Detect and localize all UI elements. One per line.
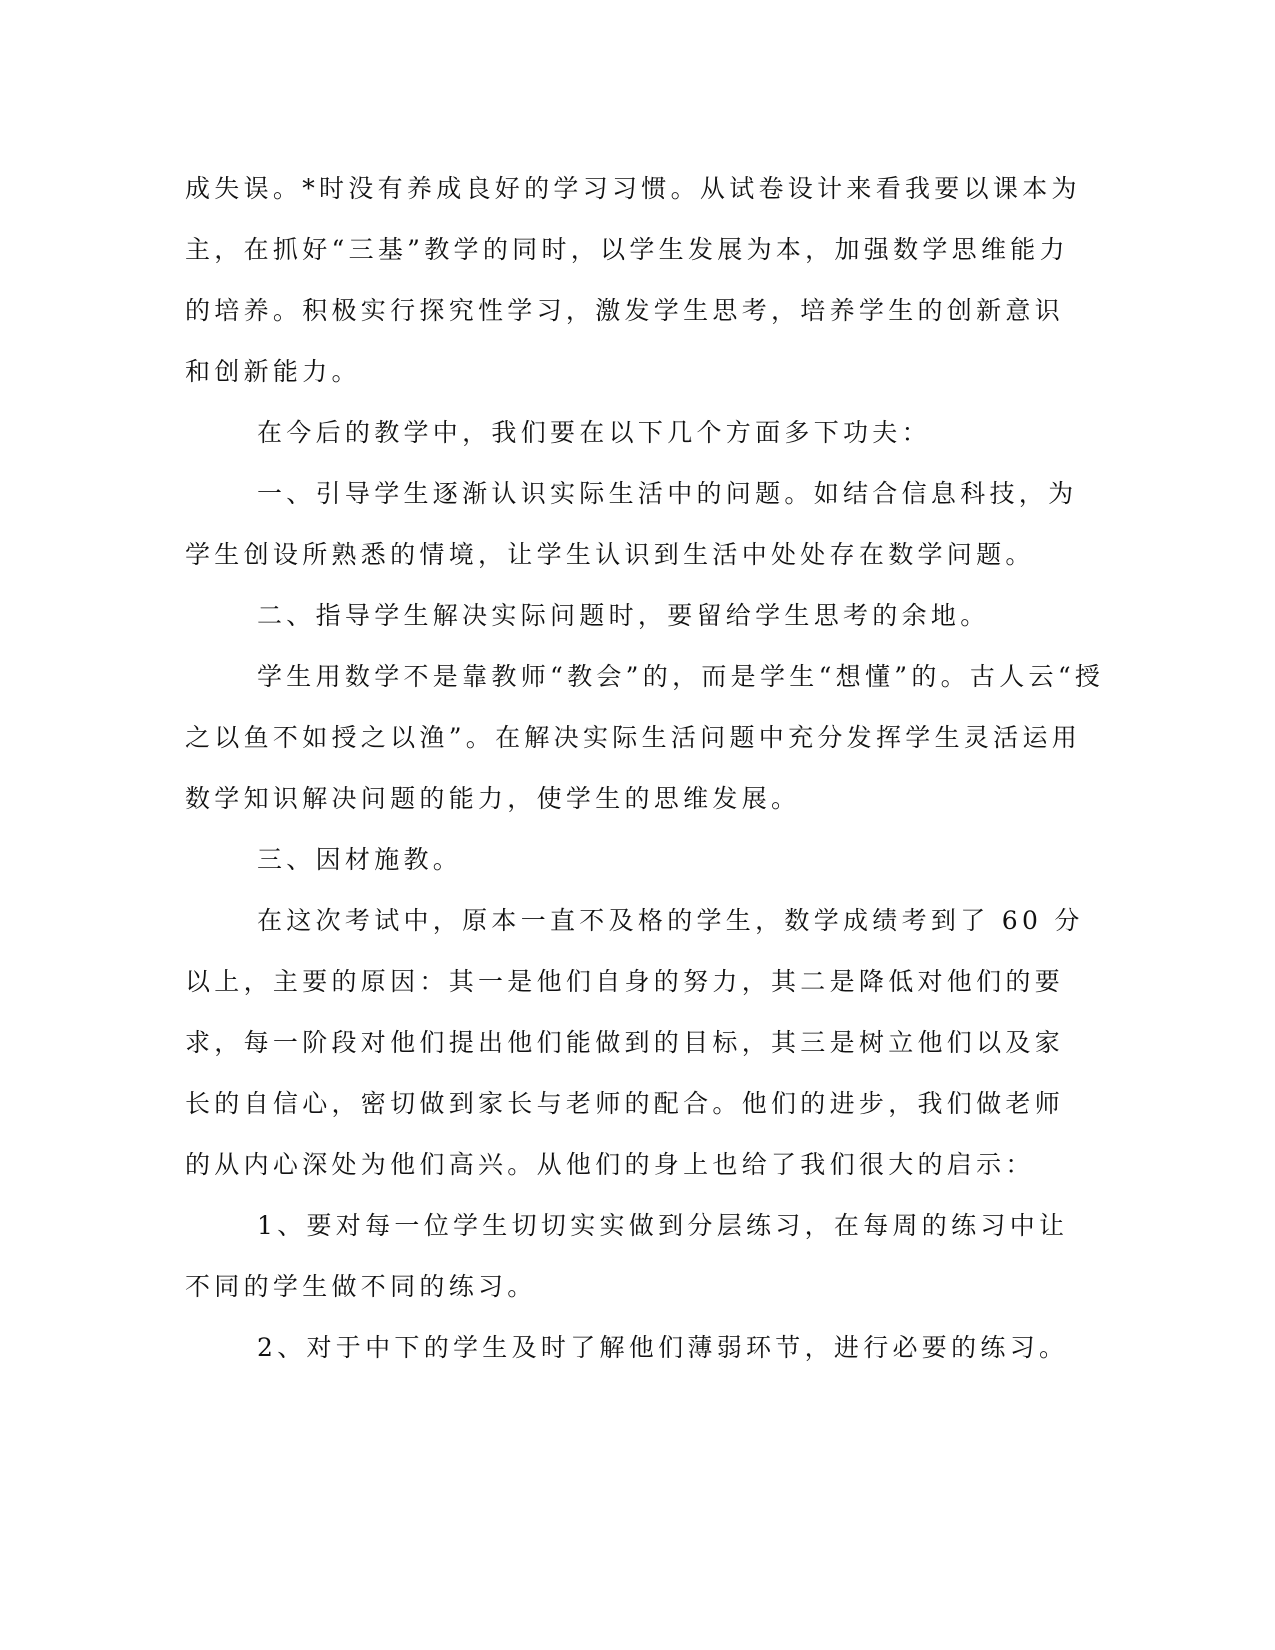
text-line: 不同的学生做不同的练习。 — [185, 1272, 537, 1301]
paragraph-start-line: 学生用数学不是靠教师“教会”的，而是学生“想懂”的。古人云“授 — [257, 662, 1105, 691]
text-line: 求，每一阶段对他们提出他们能做到的目标，其三是树立他们以及家 — [185, 1028, 1065, 1057]
text-line: 成失误。*时没有养成良好的学习习惯。从试卷设计来看我要以课本为 — [185, 174, 1081, 203]
paragraph-start-line: 在这次考试中，原本一直不及格的学生，数学成绩考到了 60 分 — [257, 906, 1084, 935]
text-line: 以上，主要的原因：其一是他们自身的努力，其二是降低对他们的要 — [185, 967, 1065, 996]
text-line: 长的自信心，密切做到家长与老师的配合。他们的进步，我们做老师 — [185, 1089, 1065, 1118]
paragraph-start-line: 二、指导学生解决实际问题时，要留给学生思考的余地。 — [257, 601, 990, 630]
text-line: 的培养。积极实行探究性学习，激发学生思考，培养学生的创新意识 — [185, 296, 1065, 325]
paragraph-start-line: 1、要对每一位学生切切实实做到分层练习，在每周的练习中让 — [257, 1211, 1069, 1240]
paragraph-start-line: 一、引导学生逐渐认识实际生活中的问题。如结合信息科技，为 — [257, 479, 1078, 508]
text-line: 学生创设所熟悉的情境，让学生认识到生活中处处存在数学问题。 — [185, 540, 1035, 569]
paragraph-start-line: 三、因材施教。 — [257, 845, 463, 874]
paragraph-start-line: 2、对于中下的学生及时了解他们薄弱环节，进行必要的练习。 — [257, 1333, 1069, 1362]
text-line: 之以鱼不如授之以渔”。在解决实际生活问题中充分发挥学生灵活运用 — [185, 723, 1082, 752]
text-line: 主，在抓好“三基”教学的同时，以学生发展为本，加强数学思维能力 — [185, 235, 1069, 264]
paragraph-start-line: 在今后的教学中，我们要在以下几个方面多下功夫： — [257, 418, 931, 447]
body-text — [185, 158, 1105, 1378]
text-line: 的从内心深处为他们高兴。从他们的身上也给了我们很大的启示： — [185, 1150, 1035, 1179]
text-line: 数学知识解决问题的能力，使学生的思维发展。 — [185, 784, 801, 813]
text-line: 和创新能力。 — [185, 357, 361, 386]
